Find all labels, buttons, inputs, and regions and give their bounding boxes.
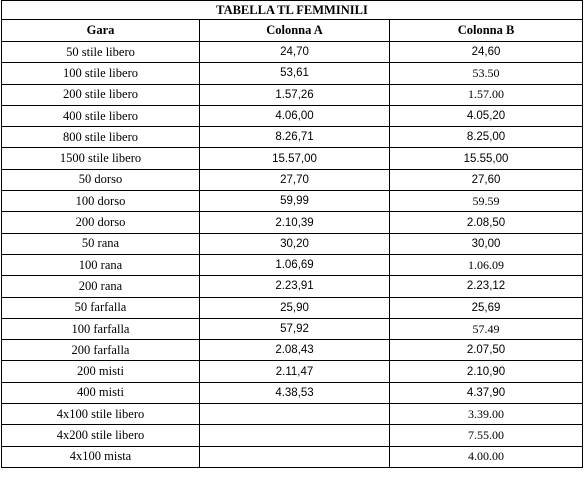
cell-gara: 100 rana <box>2 254 200 275</box>
table-row <box>2 276 583 297</box>
cell-colonna-b: 1.06.09 <box>390 254 583 275</box>
cell-colonna-b: 53.50 <box>390 63 583 84</box>
cell-colonna-a <box>200 404 390 425</box>
cell-colonna-b: 3.39.00 <box>390 404 583 425</box>
table-row <box>2 382 583 403</box>
cell-colonna-a: 24,70 <box>200 42 390 63</box>
cell-colonna-b: 24,60 <box>390 42 583 63</box>
cell-colonna-a: 57,92 <box>200 318 390 339</box>
table-row <box>2 105 583 126</box>
cell-colonna-a: 4.38,53 <box>200 382 390 403</box>
cell-gara: 4x200 stile libero <box>2 425 200 446</box>
cell-colonna-b: 2.08,50 <box>390 212 583 233</box>
table-row <box>2 425 583 446</box>
cell-colonna-a: 53,61 <box>200 63 390 84</box>
cell-colonna-a: 15.57,00 <box>200 148 390 169</box>
cell-gara: 200 misti <box>2 361 200 382</box>
table-row <box>2 318 583 339</box>
cell-colonna-b: 8.25,00 <box>390 127 583 148</box>
cell-colonna-b: 4.00.00 <box>390 446 583 467</box>
cell-colonna-b: 15.55,00 <box>390 148 583 169</box>
cell-colonna-b: 4.37,90 <box>390 382 583 403</box>
cell-gara: 4x100 stile libero <box>2 404 200 425</box>
table-row <box>2 63 583 84</box>
table-row <box>2 191 583 212</box>
cell-colonna-a: 8.26,71 <box>200 127 390 148</box>
table-row <box>2 233 583 254</box>
header-gara: Gara <box>2 20 200 42</box>
cell-gara: 100 stile libero <box>2 63 200 84</box>
cell-colonna-a: 2.23,91 <box>200 276 390 297</box>
cell-gara: 200 dorso <box>2 212 200 233</box>
cell-colonna-a: 27,70 <box>200 169 390 190</box>
header-colonna-a: Colonna A <box>200 20 390 42</box>
cell-gara: 4x100 mista <box>2 446 200 467</box>
cell-colonna-b: 7.55.00 <box>390 425 583 446</box>
table-row <box>2 297 583 318</box>
cell-colonna-a: 2.10,39 <box>200 212 390 233</box>
cell-colonna-a: 30,20 <box>200 233 390 254</box>
cell-gara: 50 dorso <box>2 169 200 190</box>
cell-colonna-a: 2.11,47 <box>200 361 390 382</box>
cell-colonna-a: 1.06,69 <box>200 254 390 275</box>
table-row <box>2 169 583 190</box>
cell-gara: 200 stile libero <box>2 84 200 105</box>
table-row <box>2 446 583 467</box>
header-colonna-b: Colonna B <box>390 20 583 42</box>
cell-colonna-a: 2.08,43 <box>200 340 390 361</box>
cell-colonna-b: 4.05,20 <box>390 105 583 126</box>
cell-gara: 400 stile libero <box>2 105 200 126</box>
table-row <box>2 340 583 361</box>
cell-colonna-a: 59,99 <box>200 191 390 212</box>
cell-gara: 400 misti <box>2 382 200 403</box>
cell-gara: 200 farfalla <box>2 340 200 361</box>
cell-colonna-b: 59.59 <box>390 191 583 212</box>
table-row <box>2 254 583 275</box>
cell-gara: 100 farfalla <box>2 318 200 339</box>
cell-gara: 50 rana <box>2 233 200 254</box>
cell-gara: 100 dorso <box>2 191 200 212</box>
cell-colonna-b: 30,00 <box>390 233 583 254</box>
cell-colonna-b: 1.57.00 <box>390 84 583 105</box>
table-row <box>2 361 583 382</box>
cell-colonna-b: 27,60 <box>390 169 583 190</box>
cell-colonna-a: 4.06,00 <box>200 105 390 126</box>
table-row <box>2 148 583 169</box>
cell-colonna-a <box>200 446 390 467</box>
cell-colonna-b: 2.10,90 <box>390 361 583 382</box>
cell-colonna-b: 2.23,12 <box>390 276 583 297</box>
cell-colonna-a <box>200 425 390 446</box>
table-title: TABELLA TL FEMMINILI <box>2 1 583 20</box>
table-row <box>2 84 583 105</box>
cell-colonna-b: 25,69 <box>390 297 583 318</box>
cell-colonna-b: 57.49 <box>390 318 583 339</box>
cell-colonna-a: 25,90 <box>200 297 390 318</box>
cell-gara: 50 stile libero <box>2 42 200 63</box>
table-row <box>2 212 583 233</box>
times-table <box>1 0 583 468</box>
table-row <box>2 42 583 63</box>
table-row <box>2 127 583 148</box>
cell-gara: 200 rana <box>2 276 200 297</box>
cell-gara: 1500 stile libero <box>2 148 200 169</box>
cell-gara: 800 stile libero <box>2 127 200 148</box>
cell-gara: 50 farfalla <box>2 297 200 318</box>
table-row <box>2 404 583 425</box>
cell-colonna-b: 2.07,50 <box>390 340 583 361</box>
cell-colonna-a: 1.57,26 <box>200 84 390 105</box>
